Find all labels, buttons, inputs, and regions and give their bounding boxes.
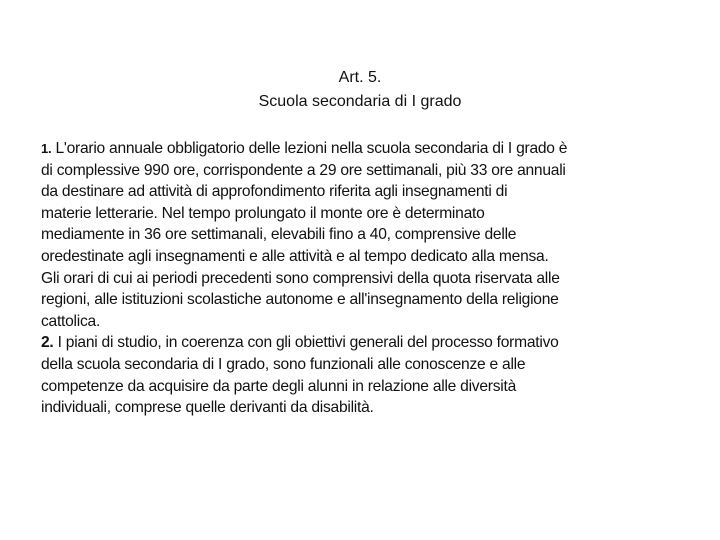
article-body <box>41 138 701 419</box>
text-line: materie letterarie. Nel tempo prolungato il monte ore è determinato <box>41 204 485 222</box>
text-line: competenze da acquisire da parte degli alunni in relazione alle diversità <box>41 377 516 395</box>
text-line: regioni, alle istituzioni scolastiche autonome e all'insegnamento della religione <box>41 291 559 309</box>
text-line: individuali, comprese quelle derivanti da disabilità. <box>41 399 374 417</box>
article-heading <box>0 66 720 114</box>
article-number: Art. 5. <box>338 69 382 86</box>
paragraph-number: 2. <box>41 334 54 352</box>
text-line-content: L'orario annuale obbligatorio delle lezioni nella scuola secondaria di I grado è <box>55 140 568 157</box>
text-line <box>41 332 701 354</box>
text-line-content: I piani di studio, in coerenza con gli obiettivi generali del processo formativo <box>57 334 559 352</box>
text-line: di complessive 990 ore, corrispondente a 29 ore settimanali, più 33 ore annuali <box>41 161 566 179</box>
text-line: mediamente in 36 ore settimanali, elevabili fino a 40, comprensive delle <box>41 226 517 244</box>
article-subtitle: Scuola secondaria di I grado <box>258 93 462 110</box>
text-line: da destinare ad attività di approfondimento riferita agli insegnamenti di <box>41 183 508 201</box>
text-line: oredestinate agli insegnamenti e alle attività e al tempo dedicato alla mensa. <box>41 247 549 265</box>
paragraph-number: 1. <box>41 141 52 156</box>
text-line: cattolica. <box>41 312 101 330</box>
text-line <box>41 138 701 160</box>
paragraph-1 <box>41 138 701 332</box>
paragraph-2 <box>41 332 701 418</box>
text-line: della scuola secondaria di I grado, sono funzionali alle conoscenze e alle <box>41 355 526 373</box>
text-line: Gli orari di cui ai periodi precedenti sono comprensivi della quota riservata alle <box>41 269 560 287</box>
